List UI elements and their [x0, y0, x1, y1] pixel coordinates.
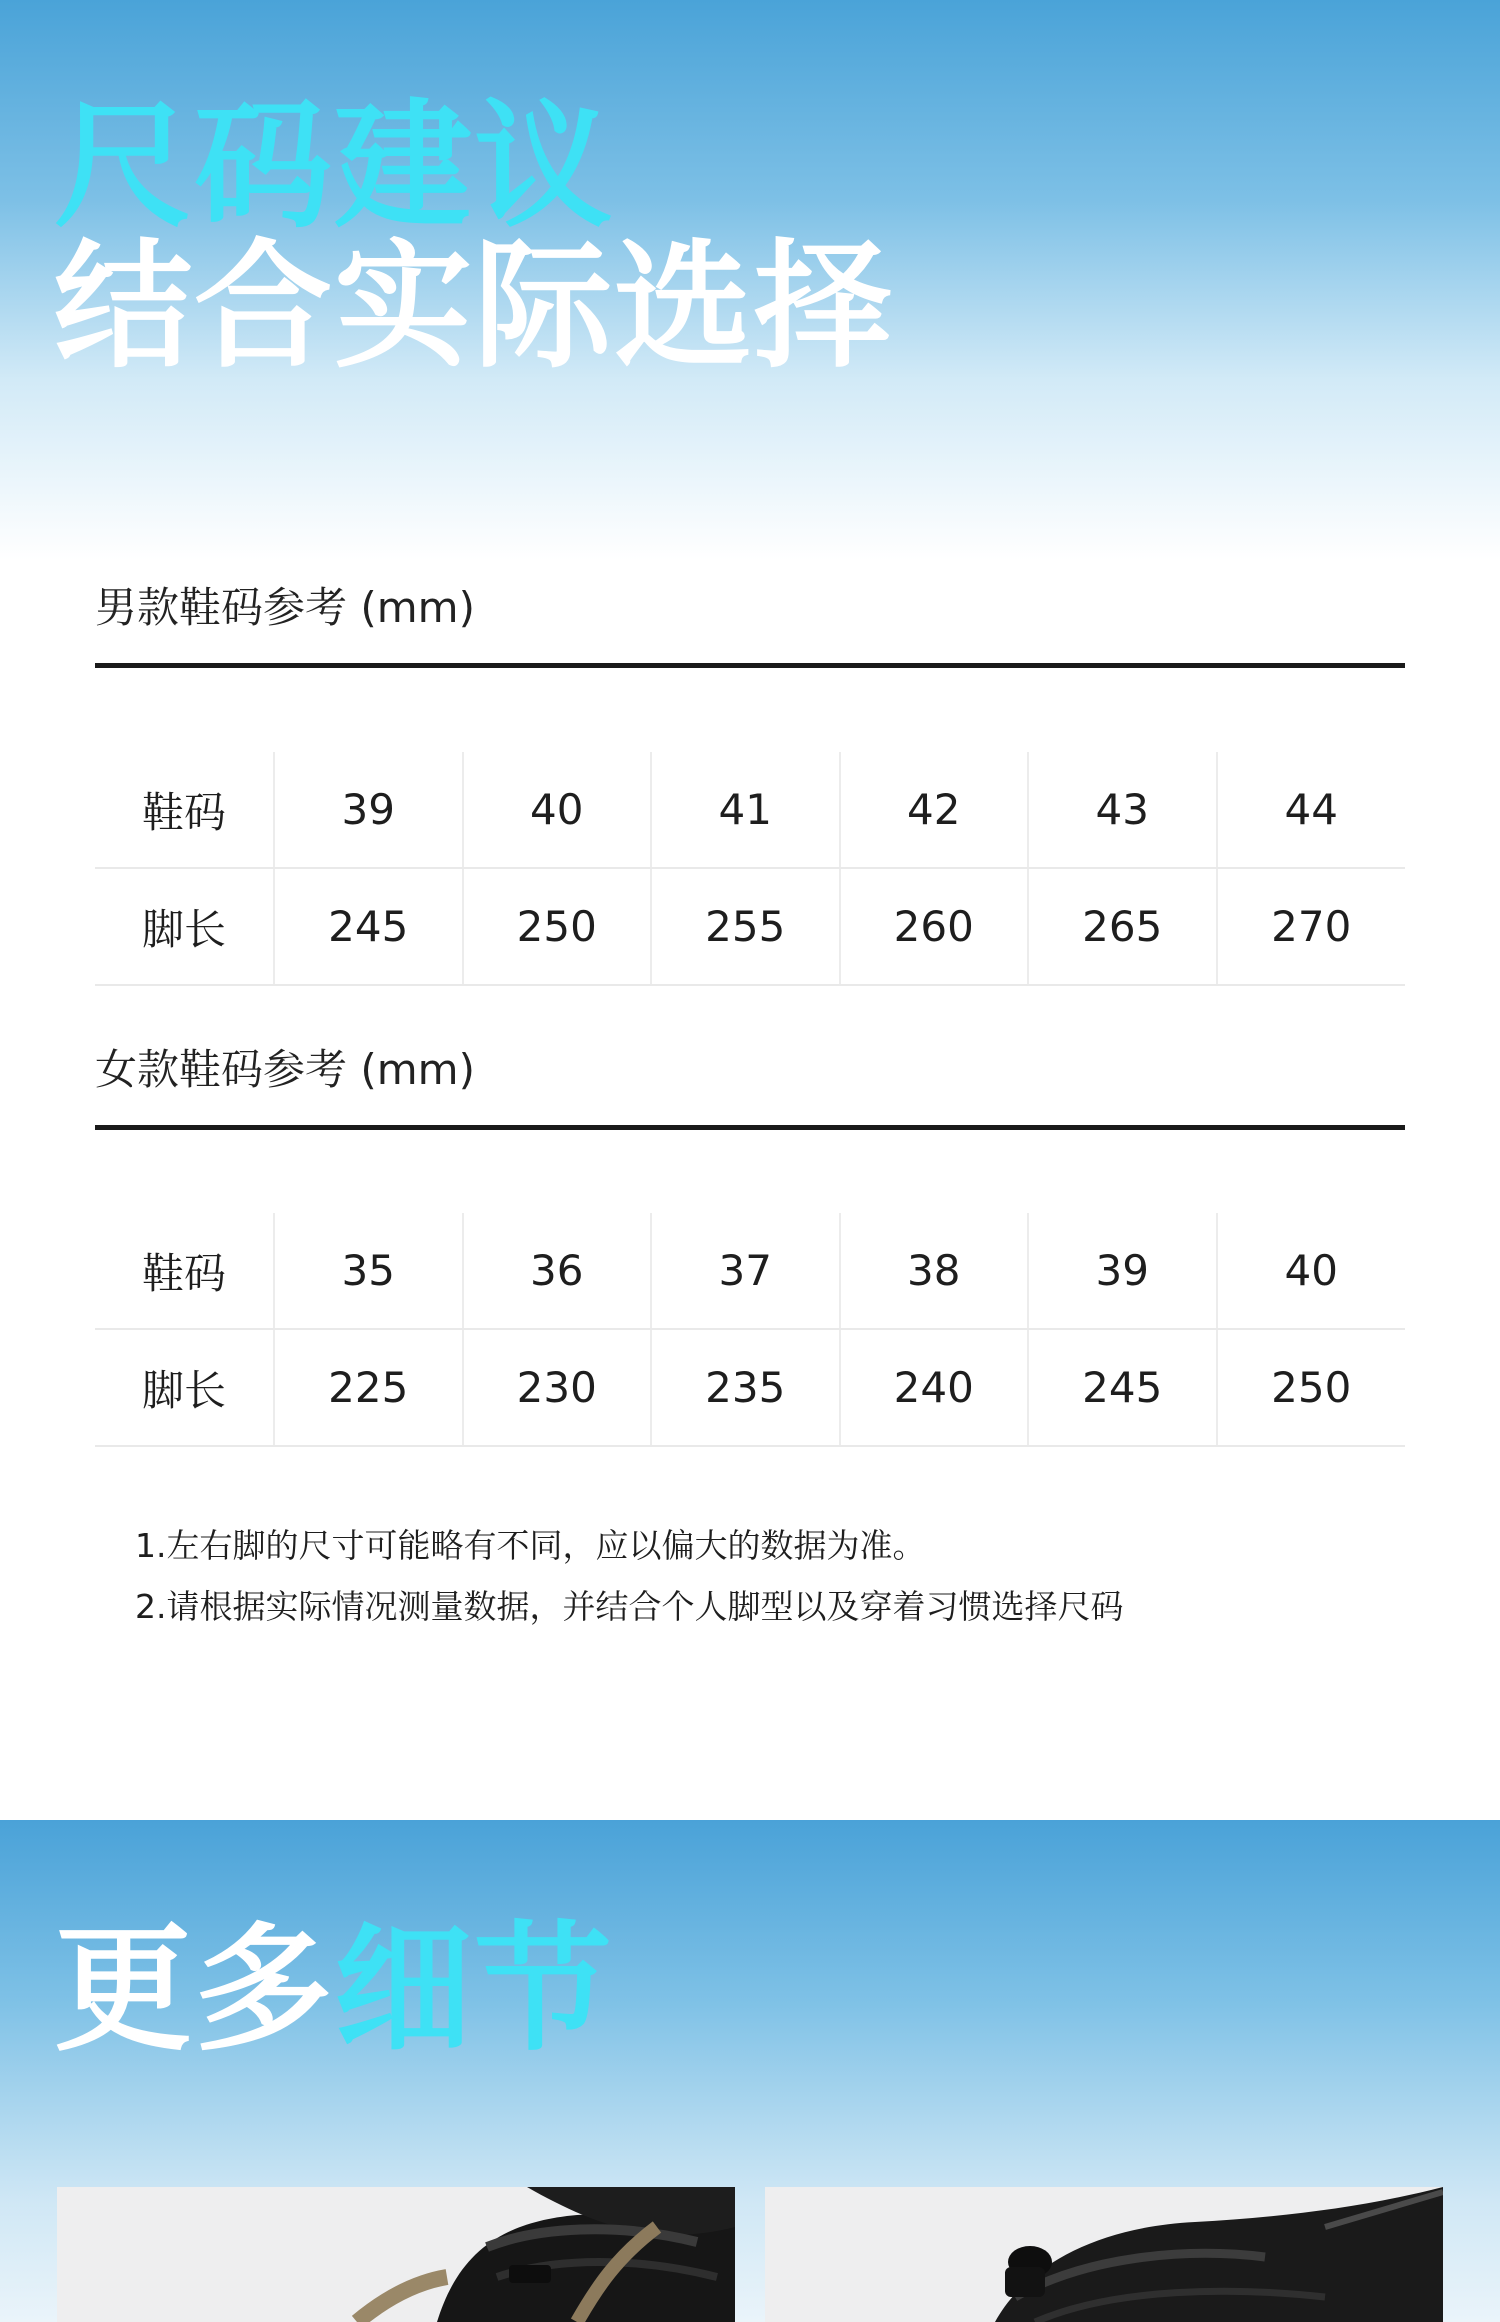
men-size-table [95, 752, 1405, 986]
table-cell: 39 [1028, 1213, 1217, 1329]
table-cell: 38 [840, 1213, 1029, 1329]
table-cell: 225 [274, 1329, 463, 1446]
table-cell: 39 [274, 752, 463, 868]
men-foot-length-row [95, 868, 1405, 985]
table-cell: 37 [651, 1213, 840, 1329]
table-cell: 240 [840, 1329, 1029, 1446]
table-cell: 40 [463, 752, 652, 868]
shoe-detail-photo-right [765, 2187, 1443, 2322]
table-cell: 235 [651, 1329, 840, 1446]
note-1: 1.左右脚的尺寸可能略有不同，应以偏大的数据为准。 [135, 1526, 926, 1565]
row-label-foot-length: 脚长 [95, 1329, 274, 1446]
table-cell: 250 [463, 868, 652, 985]
row-label-size: 鞋码 [95, 752, 274, 868]
details-title-cyan: 细节 [334, 1909, 615, 2070]
table-cell: 36 [463, 1213, 652, 1329]
hero-title-line-1: 尺码建议 [54, 86, 615, 247]
table-cell: 43 [1028, 752, 1217, 868]
details-title-white: 更多 [54, 1909, 335, 2070]
row-label-size: 鞋码 [95, 1213, 274, 1329]
note-2: 2.请根据实际情况测量数据，并结合个人脚型以及穿着习惯选择尺码 [135, 1587, 1124, 1626]
table-cell: 230 [463, 1329, 652, 1446]
shoe-detail-photo-left [57, 2187, 735, 2322]
table-cell: 250 [1217, 1329, 1406, 1446]
table-cell: 40 [1217, 1213, 1406, 1329]
women-foot-length-row [95, 1329, 1405, 1446]
table-cell: 270 [1217, 868, 1406, 985]
hero-title-line-2: 结合实际选择 [54, 226, 895, 387]
table-cell: 245 [274, 868, 463, 985]
men-size-chart-title: 男款鞋码参考 (mm) [95, 583, 475, 632]
details-title [54, 1909, 615, 2070]
men-section-divider [95, 663, 1405, 668]
row-label-foot-length: 脚长 [95, 868, 274, 985]
table-cell: 41 [651, 752, 840, 868]
shoe-photo-left-drawing [57, 2187, 735, 2322]
table-cell: 265 [1028, 868, 1217, 985]
women-size-row [95, 1213, 1405, 1329]
women-size-table [95, 1213, 1405, 1447]
table-cell: 260 [840, 868, 1029, 985]
table-cell: 35 [274, 1213, 463, 1329]
men-size-row [95, 752, 1405, 868]
women-size-chart-title: 女款鞋码参考 (mm) [95, 1045, 475, 1094]
table-cell: 245 [1028, 1329, 1217, 1446]
shoe-photo-right-drawing [765, 2187, 1443, 2322]
table-cell: 44 [1217, 752, 1406, 868]
table-cell: 255 [651, 868, 840, 985]
table-cell: 42 [840, 752, 1029, 868]
women-section-divider [95, 1125, 1405, 1130]
